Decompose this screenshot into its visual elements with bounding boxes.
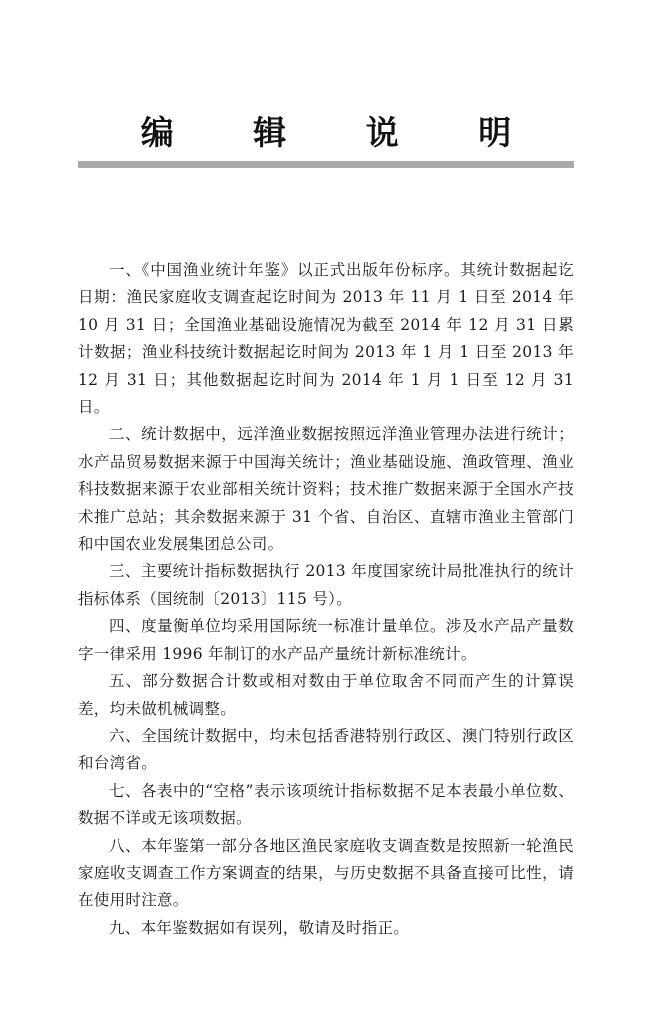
note-paragraph-1: 一、《中国渔业统计年鉴》以正式出版年份标序。其统计数据起讫日期：渔民家庭收支调查起讫时间为 2013 年 11 月 1 日至 2014 年 10 月 31 日；全国渔业基础设施情况为截至 2014 年 12 月 31 日累计数据；渔业科技统计数据起讫时间为 2013 年 1 月 1 日至 2013 年 12 月 31 日；其他数据起讫时间为 2014 年 1 月 1 日至 12 月 31 日。	[78, 261, 574, 417]
editorial-notes	[78, 257, 574, 942]
note-paragraph-8: 八、本年鉴第一部分各地区渔民家庭收支调查数是按照新一轮渔民家庭收支调查工作方案调查的结果，与历史数据不具备直接可比性，请在使用时注意。	[78, 836, 574, 910]
page-title: 编 辑 说 明	[140, 113, 546, 152]
note-paragraph-4: 四、度量衡单位均采用国际统一标准计量单位。涉及水产品产量数字一律采用 1996 年制订的水产品产量统计新标准统计。	[78, 617, 574, 663]
note-paragraph-9: 九、本年鉴数据如有误列，敬请及时指正。	[109, 918, 410, 937]
note-paragraph-2: 二、统计数据中，远洋渔业数据按照远洋渔业管理办法进行统计；水产品贸易数据来源于中国海关统计；渔业基础设施、渔政管理、渔业科技数据来源于农业部相关统计资料；技术推广数据来源于全国水产技术推广总站；其余数据来源于 31 个省、自治区、直辖市渔业主管部门和中国农业发展集团总公司。	[78, 425, 574, 554]
note-paragraph-6: 六、全国统计数据中，均未包括香港特别行政区、澳门特别行政区和台湾省。	[78, 726, 574, 773]
note-paragraph-5: 五、部分数据合计数或相对数由于单位取舍不同而产生的计算误差，均未做机械调整。	[78, 672, 574, 718]
note-paragraph-7: 七、各表中的“空格”表示该项统计指标数据不足本表最小单位数、数据不详或无该项数据。	[78, 781, 574, 828]
note-paragraph-3: 三、主要统计指标数据执行 2013 年度国家统计局批准执行的统计指标体系（国统制〔2013〕115 号）。	[78, 562, 574, 608]
title-underline	[78, 161, 574, 168]
